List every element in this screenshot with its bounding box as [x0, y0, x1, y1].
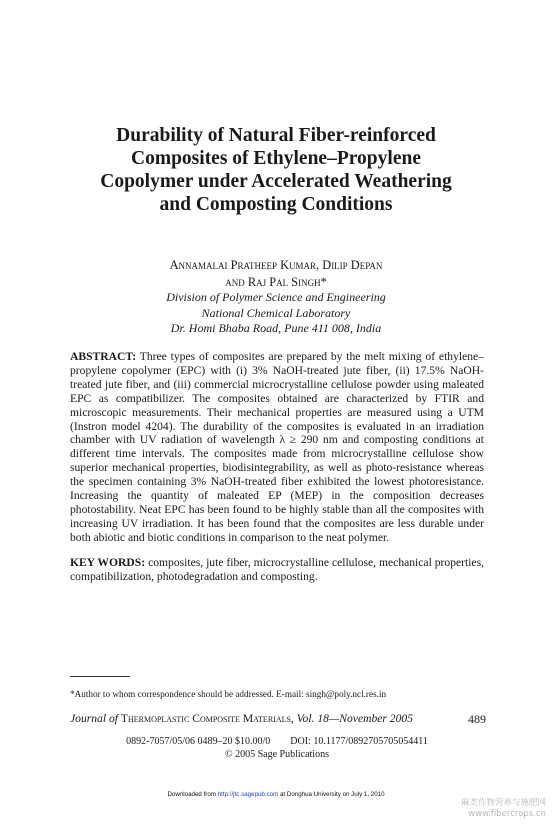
footnote-divider — [70, 676, 130, 677]
site-watermark — [461, 798, 546, 820]
author-line: Annamalai Pratheep Kumar, Dilip Depan — [169, 258, 383, 272]
affiliation-line: National Chemical Laboratory — [201, 305, 351, 320]
journal-prefix: Journal of — [70, 712, 118, 725]
journal-citation — [70, 712, 486, 726]
watermark-line: www.fibercrops.cn — [468, 809, 546, 819]
affiliation-line: Dr. Homi Bhaba Road, Pune 411 008, India — [170, 321, 382, 335]
affiliation-line: Division of Polymer Science and Engineering — [166, 290, 386, 304]
doi-line: 0892-7057/05/06 0489–20 $10.00/0 DOI: 10.1177/0892705705054411 — [126, 736, 428, 747]
author-list — [80, 257, 472, 291]
keywords-text: composites, jute fiber, microcrystalline cellulose, mechanical properties, compatibilization, photodegradation and composting. — [70, 556, 484, 583]
download-link[interactable]: http://jtc.sagepub.com — [217, 791, 279, 798]
keywords — [70, 556, 484, 584]
download-suffix: at Donghua University on July 1, 2010 — [279, 791, 385, 798]
publication-info — [70, 736, 484, 761]
abstract — [70, 350, 484, 545]
abstract-label: ABSTRACT: — [70, 350, 137, 363]
watermark-line: 麻类作物营养与施肥网 — [460, 798, 546, 808]
abstract-text: Three types of composites are prepared by the melt mixing of ethylene–propylene copolymer (EPC) with (i) 3% NaOH-treated jute fiber, (ii) 17.5% NaOH-treated jute fiber, and (iii) commercial microcrystalline cellulose powder using maleated EPC as compatibilizer. The composites obtained are characterized by FTIR and microscopic measurements. Their mechanical properties are measured using a UTM (Instron model 4204). The durability of the composites is evaluated in an irradiation chamber with UV radiation of wavelength λ ≥ 290 nm and composting conditions at different time intervals. The composites made from microcrystalline cellulose show superior mechanical properties, biodisintegrability, as well as photo-resistance whereas the specimen containing 3% NaOH-treated fiber exhibited the lowest photoresistance. Increasing the quantity of maleated EP (MEP) in the composition decreases photostability. Neat EPC has been found to be highly stable than all the composites with increasing UV irradiation. It has been found that the composites are less durable under both abiotic and biotic conditions in comparison to the neat polymer. — [70, 350, 484, 544]
download-prefix: Downloaded from — [167, 791, 216, 798]
keywords-label: KEY WORDS: — [70, 556, 146, 569]
journal-volume: Vol. 18—November 2005 — [296, 712, 413, 725]
title-line: and Composting Conditions — [159, 194, 393, 215]
title-line: Copolymer under Accelerated Weathering — [100, 171, 452, 192]
title-line: Durability of Natural Fiber-reinforced — [116, 125, 436, 146]
title-line: Composites of Ethylene–Propylene — [131, 148, 421, 169]
page-number: 489 — [468, 712, 486, 726]
correspondence-footnote: *Author to whom correspondence should be addressed. E-mail: singh@poly.ncl.res.in — [70, 689, 387, 699]
copyright-line: © 2005 Sage Publications — [225, 748, 329, 760]
journal-name: Thermoplastic Composite Materials, — [120, 712, 294, 725]
author-line: and Raj Pal Singh* — [225, 275, 327, 289]
download-notice — [100, 791, 452, 799]
paper-title — [40, 124, 512, 216]
affiliation — [80, 290, 472, 337]
